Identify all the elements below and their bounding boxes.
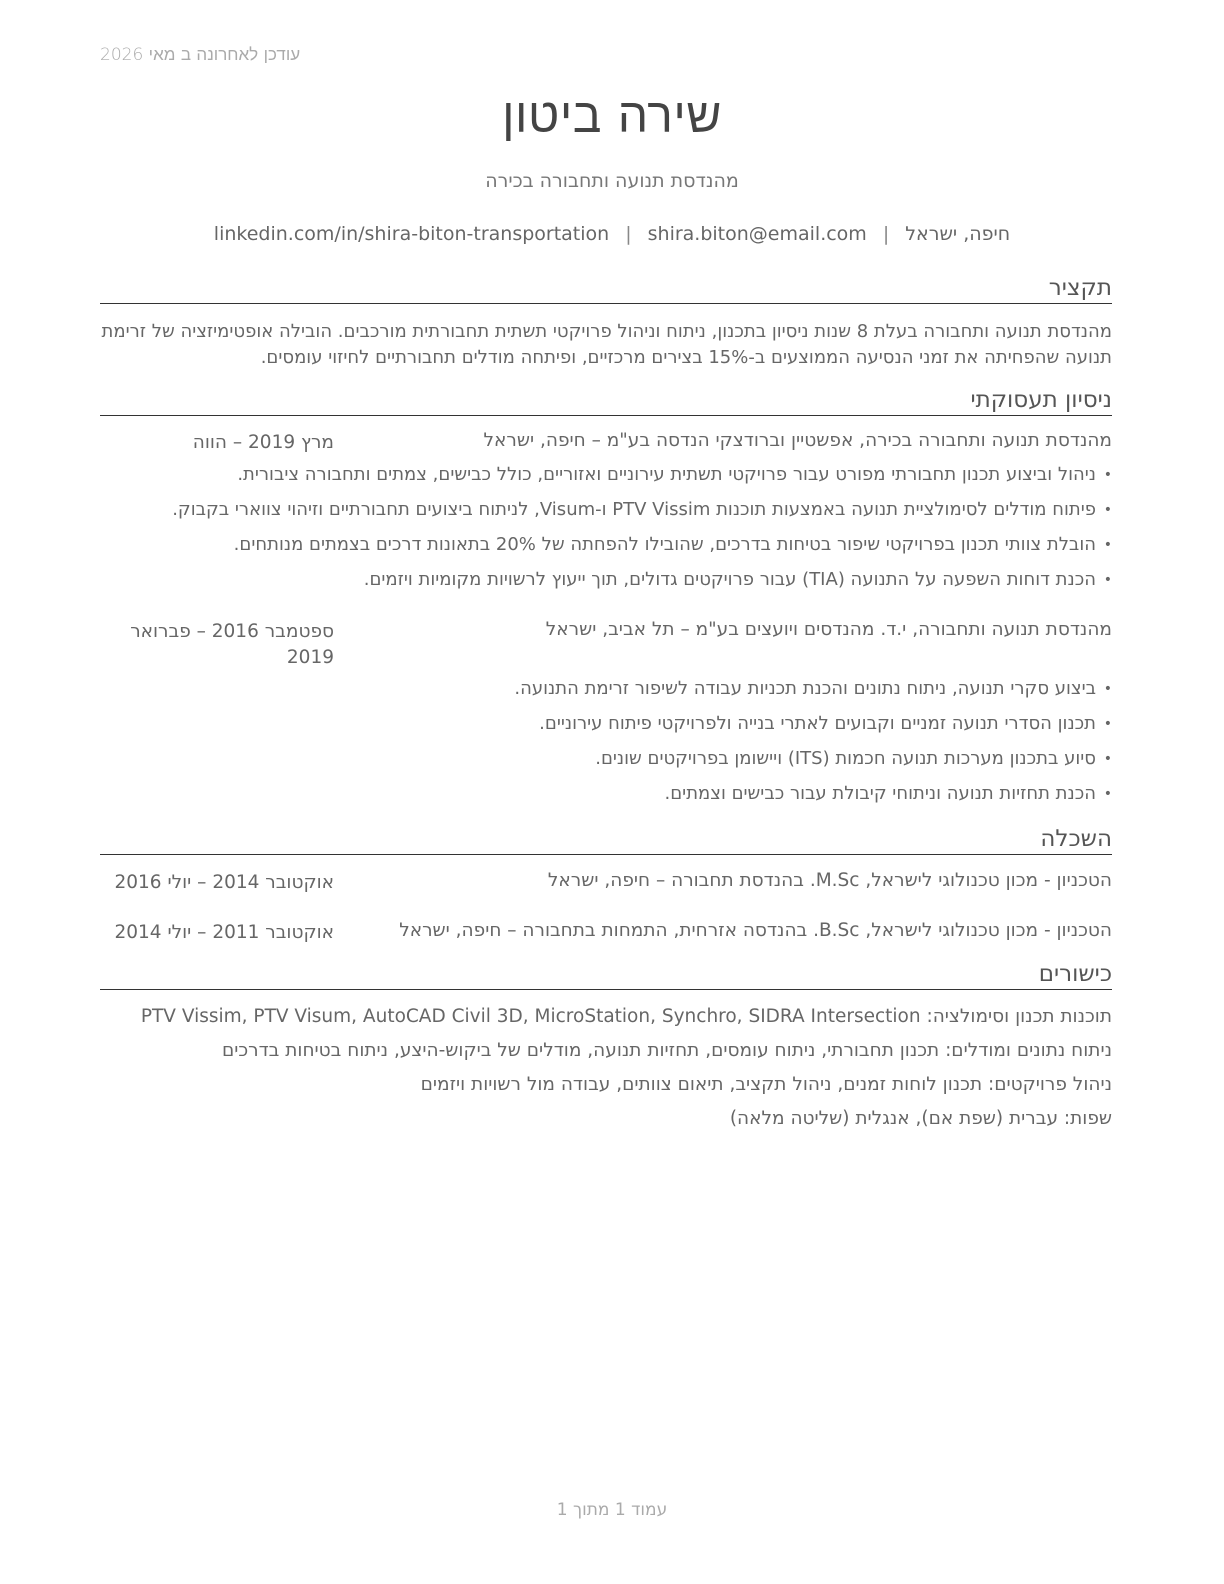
- job-bullet: • סיוע בתכנון מערכות תנועה חכמות (ITS) ויישומן בפרויקטים שונים.: [100, 746, 1112, 781]
- section-title-skills: כישורים: [100, 961, 1112, 990]
- job-title: מהנדסת תנועה ותחבורה, י.ד. מהנדסים ויועצים בע"מ – תל אביב, ישראל: [545, 619, 1112, 640]
- skill-line: שפות: עברית (שפת אם), אנגלית (שליטה מלאה): [729, 1108, 1112, 1129]
- job-bullet: • ניהול וביצוע תכנון תחבורתי מפורט עבור פרויקטי תשתית עירוניים ואזוריים, כולל כבישים, צמתים ותחבורה ציבורית.: [100, 462, 1112, 497]
- skill-line: ניתוח נתונים ומודלים: תכנון תחבורתי, ניתוח עומסים, תחזיות תנועה, מודלים של ביקוש-היצע, ניתוח בטיחות בדרכים: [221, 1040, 1112, 1061]
- job-bullet: • הכנת דוחות השפעה על התנועה (TIA) עבור פרויקטים גדולים, תוך ייעוץ לרשויות מקומיות ויזמים.: [100, 567, 1112, 602]
- job-bullets: [100, 676, 1112, 816]
- skill-line: תוכנות תכנון וסימולציה: PTV Vissim, PTV Visum, AutoCAD Civil 3D, MicroStation, Synchro, SIDRA Intersection: [140, 1006, 1112, 1027]
- candidate-title: מהנדסת תנועה ותחבורה בכירה: [485, 170, 739, 192]
- skill-line: ניהול פרויקטים: תכנון לוחות זמנים, ניהול תקציב, תיאום צוותים, עבודה מול רשויות ויזמים: [420, 1074, 1112, 1095]
- section-title-summary: תקציר: [100, 275, 1112, 304]
- contact-separator: |: [625, 223, 632, 245]
- job-date: מרץ 2019 – הווה: [192, 432, 334, 453]
- job-bullet: • ביצוע סקרי תנועה, ניתוח נתונים והכנת תכניות עבודה לשיפור זרימת התנועה.: [100, 676, 1112, 711]
- contact-location: חיפה, ישראל: [905, 223, 1011, 245]
- contact-line: [0, 223, 1224, 245]
- contact-email[interactable]: shira.biton@email.com: [647, 223, 867, 245]
- job-title: מהנדסת תנועה ותחבורה בכירה, אפשטיין וברודצקי הנדסה בע"מ – חיפה, ישראל: [483, 430, 1112, 451]
- job-bullet: • הובלת צוותי תכנון בפרויקטי שיפור בטיחות בדרכים, שהובילו להפחתה של 20% בתאונות דרכים בצמתים מנותחים.: [100, 532, 1112, 567]
- section-title-education: השכלה: [100, 826, 1112, 855]
- job-bullet: • הכנת תחזיות תנועה וניתוחי קיבולת עבור כבישים וצמתים.: [100, 781, 1112, 816]
- section-title-experience: ניסיון תעסוקתי: [100, 387, 1112, 416]
- job-bullet: • פיתוח מודלים לסימולציית תנועה באמצעות תוכנות PTV Vissim ו-Visum, לניתוח ביצועים תחבורתיים וזיהוי צווארי בקבוק.: [100, 497, 1112, 532]
- education-date: אוקטובר 2011 – יולי 2014: [114, 922, 334, 943]
- job-bullet: • תכנון הסדרי תנועה זמניים וקבועים לאתרי בנייה ולפרויקטי פיתוח עירוניים.: [100, 711, 1112, 746]
- candidate-name: שירה ביטון: [502, 88, 722, 144]
- education-date: אוקטובר 2014 – יולי 2016: [114, 872, 334, 893]
- contact-linkedin[interactable]: linkedin.com/in/shira-biton-transportation: [213, 223, 610, 245]
- last-updated: עודכן לאחרונה ב מאי 2026: [100, 45, 301, 65]
- contact-separator: |: [882, 223, 890, 245]
- job-bullets: [100, 462, 1112, 602]
- education-title: הטכניון - מכון טכנולוגי לישראל, B.Sc. בהנדסה אזרחית, התמחות בתחבורה – חיפה, ישראל: [399, 920, 1112, 941]
- summary-text: מהנדסת תנועה ותחבורה בעלת 8 שנות ניסיון בתכנון, ניתוח וניהול פרויקטי תשתית תחבורתית מורכבים. הובילה אופטימיזציה של זרימת תנועה שהפחיתה את זמני הנסיעה הממוצעים ב-15% בצירים מרכזיים, ופיתחה מודלים תחבורתיים לחיזוי עומסים.: [101, 321, 1112, 368]
- education-title: הטכניון - מכון טכנולוגי לישראל, M.Sc. בהנדסת תחבורה – חיפה, ישראל: [547, 870, 1112, 891]
- job-date: ספטמבר 2016 – פברואר 2019: [130, 621, 334, 668]
- page-number: עמוד 1 מתוך 1: [556, 1500, 668, 1520]
